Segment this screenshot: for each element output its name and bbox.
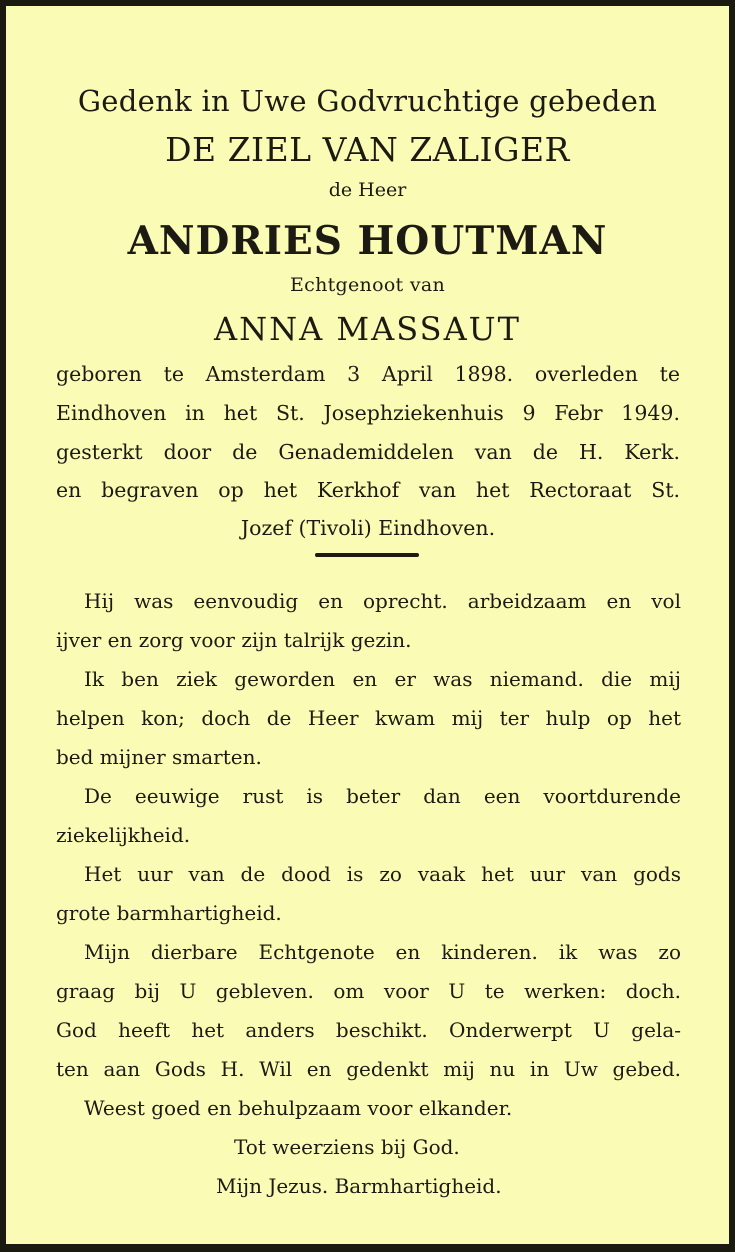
deceased-name: ANDRIES HOUTMAN — [127, 218, 608, 264]
text-line: Hij was eenvoudig en oprecht. arbeidzaam en vol — [84, 589, 681, 613]
divider-rule — [315, 553, 419, 557]
soul-heading: DE ZIEL VAN ZALIGER — [165, 130, 570, 169]
relation-label: Echtgenoot van — [289, 274, 446, 296]
prayer-request: Gedenk in Uwe Godvruchtige gebeden — [77, 84, 658, 118]
text-line: graag bij U gebleven. om voor U te werken: doch. — [56, 979, 681, 1003]
text-line: Mijn dierbare Echtgenote en kinderen. ik was zo — [84, 940, 681, 964]
text-line: God heeft het anders beschikt. Onderwerpt U gela- — [56, 1018, 681, 1042]
text-line: Het uur van de dood is zo vaak het uur van gods — [84, 862, 681, 886]
text-line: Ik ben ziek geworden en er was niemand. die mij — [84, 667, 681, 691]
text-line: bed mijner smarten. — [56, 745, 262, 769]
details-line: geboren te Amsterdam 3 April 1898. overleden te — [56, 362, 680, 386]
text-line: De eeuwige rust is beter dan een voortdurende — [84, 784, 681, 808]
memorial-card — [6, 6, 729, 1244]
details-line: Eindhoven in het St. Josephziekenhuis 9 Febr 1949. — [56, 401, 680, 425]
closing-prayer: Mijn Jezus. Barmhartigheid. — [216, 1174, 502, 1198]
details-line: gesterkt door de Genademiddelen van de H. Kerk. — [56, 440, 680, 464]
spouse-name: ANNA MASSAUT — [214, 310, 521, 348]
text-line: grote barmhartigheid. — [56, 901, 282, 925]
text-line: ziekelijkheid. — [56, 823, 191, 847]
closing-line: Tot weerziens bij God. — [234, 1135, 460, 1159]
title-de-heer: de Heer — [328, 179, 407, 201]
details-line: en begraven op het Kerkhof van het Rectoraat St. — [56, 478, 680, 502]
text-line: Weest goed en behulpzaam voor elkander. — [84, 1096, 513, 1120]
text-line: ijver en zorg voor zijn talrijk gezin. — [56, 628, 412, 652]
text-line: ten aan Gods H. Wil en gedenkt mij nu in Uw gebed. — [56, 1057, 681, 1081]
text-line: helpen kon; doch de Heer kwam mij ter hulp op het — [56, 706, 681, 730]
details-line: Jozef (Tivoli) Eindhoven. — [240, 516, 496, 540]
